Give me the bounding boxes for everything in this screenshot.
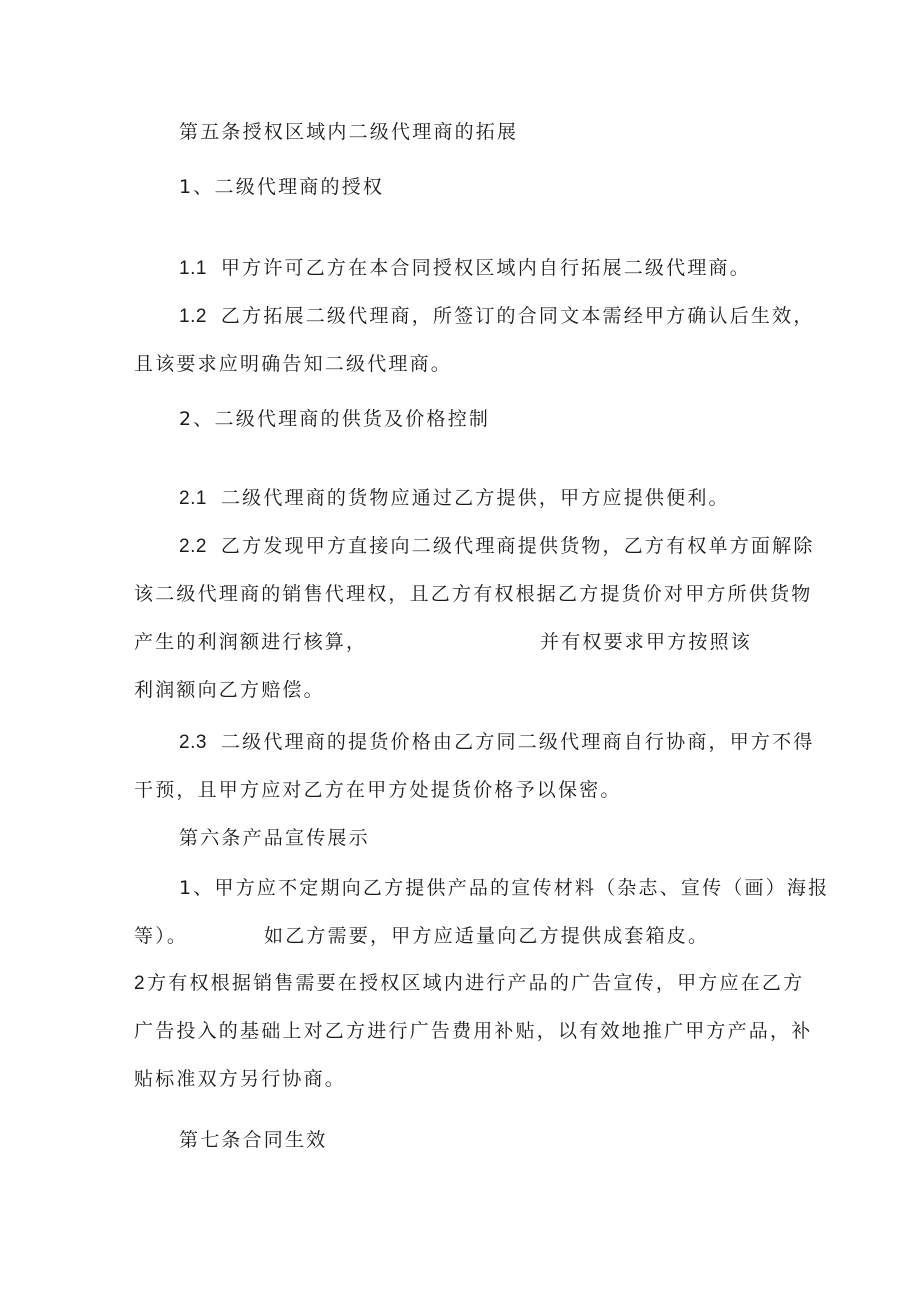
section1-title: 1、二级代理商的授权 (179, 176, 385, 198)
article6-para1-line1: 1、甲方应不定期向乙方提供产品的宣传材料（杂志、宣传（画）海报 (179, 877, 830, 899)
article6-para2-line3: 贴标准双方另行协商。 (134, 1068, 347, 1090)
article5-heading: 第五条授权区域内二级代理商的拓展 (179, 121, 519, 143)
clause-1-2-line1: 1.2 乙方拓展二级代理商，所签订的合同文本需经甲方确认后生效， (179, 305, 815, 327)
clause-number: 2 (134, 973, 146, 994)
clause-2-2-line2: 该二级代理商的销售代理权，且乙方有权根据乙方提货价对甲方所供货物 (134, 583, 813, 605)
clause-2-2-line1: 2.2 乙方发现甲方直接向二级代理商提供货物，乙方有权单方面解除 (179, 535, 815, 557)
clause-1-2-line2: 且该要求应明确告知二级代理商。 (134, 353, 453, 375)
clause-2-2-line3a: 产生的利润额进行核算， (134, 631, 368, 653)
clause-2-2-line3b: 并有权要求甲方按照该 (540, 631, 753, 653)
article6-para1-line2a: 等）。 (134, 925, 189, 947)
section2-title: 2、二级代理商的供货及价格控制 (179, 408, 491, 430)
clause-2-3-line2: 干预，且甲方应对乙方在甲方处提货价格予以保密。 (134, 779, 622, 801)
clause-2-2-line4: 利润额向乙方赔偿。 (134, 679, 325, 701)
clause-2-1: 2.1 二级代理商的货物应通过乙方提供，甲方应提供便利。 (179, 487, 730, 509)
clause-1-1: 1.1 甲方许可乙方在本合同授权区域内自行拓展二级代理商。 (179, 257, 751, 279)
clause-number: 1.2 (179, 306, 207, 327)
article6-para2-line1: 2 方有权根据销售需要在授权区域内进行产品的广告宣传，甲方应在乙方 (134, 972, 805, 994)
article6-para2-line2: 广告投入的基础上对乙方进行广告费用补贴，以有效地推广甲方产品，补 (134, 1020, 813, 1042)
clause-number: 2.2 (179, 536, 207, 557)
article7-heading: 第七条合同生效 (179, 1129, 328, 1151)
article6-heading: 第六条产品宣传展示 (179, 827, 370, 849)
clause-number: 1.1 (179, 258, 207, 279)
clause-number: 2.3 (179, 732, 207, 753)
clause-number: 2.1 (179, 488, 207, 509)
article6-para1-line2b: 如乙方需要，甲方应适量向乙方提供成套箱皮。 (264, 925, 710, 947)
clause-2-3-line1: 2.3 二级代理商的提货价格由乙方同二级代理商自行协商，甲方不得 (179, 731, 815, 753)
